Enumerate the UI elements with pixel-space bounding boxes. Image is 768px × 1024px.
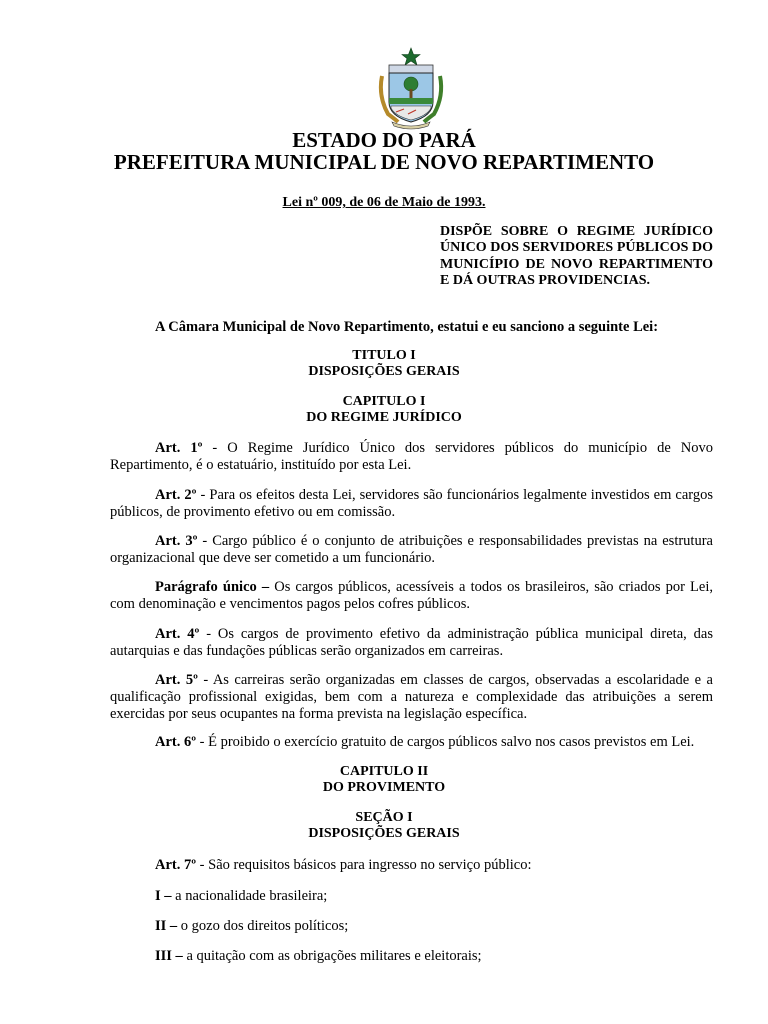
- article-label: Art. 7º: [155, 857, 197, 873]
- coat-of-arms-icon: [372, 46, 450, 130]
- titulo-subheading: DISPOSIÇÕES GERAIS: [308, 364, 460, 379]
- law-ementa: DISPÕE SOBRE O REGIME JURÍDICO ÚNICO DOS SERVIDORES PÚBLICOS DO MUNICÍPIO DE NOVO REPARTIMENTO E DÁ OUTRAS PROVIDENCIAS.: [440, 224, 713, 289]
- article-text: As carreiras serão organizadas em classes de cargos, observadas a escolaridade e a qualificação profissional exigidas, bem com a natureza e complexidade das atribuições a serem exercidas por seus ocupantes na forma prevista na legislação específica.: [110, 672, 713, 722]
- article-paragraph: [110, 734, 713, 751]
- law-reference: [0, 194, 768, 211]
- article-separator: -: [196, 857, 209, 873]
- article-paragraph: [110, 440, 713, 474]
- capitulo-heading: CAPITULO I: [342, 394, 426, 409]
- article-paragraph: [110, 857, 713, 874]
- article-text: Para os efeitos desta Lei, servidores são funcionários legalmente investidos em cargos públicos, de provimento efetivo ou em comissão.: [110, 487, 713, 520]
- capitulo-heading: CAPITULO II: [339, 764, 429, 779]
- list-item: [155, 948, 482, 965]
- article-label: Art. 2º: [155, 487, 197, 503]
- article-paragraph: [110, 487, 713, 521]
- article-separator: -: [202, 440, 228, 456]
- article-text: Cargo público é o conjunto de atribuições e responsabilidades previstas na estrutura organizacional que deve ser cometido a um funcionário.: [110, 533, 713, 566]
- list-item: [155, 918, 348, 935]
- article-separator: -: [196, 734, 209, 750]
- secao-heading: SEÇÃO I: [355, 810, 413, 825]
- law-reference-text: Lei nº 009, de 06 de Maio de 1993.: [282, 195, 486, 210]
- article-text: Os cargos de provimento efetivo da administração pública municipal direta, das autarquias e das fundações públicas serão organizados em carreiras.: [110, 626, 713, 659]
- item-label: I –: [155, 888, 172, 904]
- titulo-heading: TITULO I: [352, 348, 416, 363]
- article-text: São requisitos básicos para ingresso no serviço público:: [208, 857, 532, 873]
- article-label: Art. 5º: [155, 672, 198, 688]
- article-label: Art. 6º: [155, 734, 197, 750]
- item-text: a nacionalidade brasileira;: [171, 888, 328, 904]
- article-separator: -: [197, 533, 213, 549]
- article-label: Art. 1º: [155, 440, 203, 456]
- secao-subheading: DISPOSIÇÕES GERAIS: [308, 826, 460, 841]
- article-paragraph: [110, 626, 713, 660]
- enactment-clause: A Câmara Municipal de Novo Repartimento, estatui e eu sanciono a seguinte Lei:: [155, 319, 659, 335]
- article-label: Art. 4º: [155, 626, 200, 642]
- article-separator: -: [196, 487, 210, 503]
- state-heading: ESTADO DO PARÁ: [292, 128, 476, 152]
- item-label: III –: [155, 948, 183, 964]
- article-paragraph: [110, 533, 713, 567]
- article-separator: -: [197, 672, 213, 688]
- item-label: II –: [155, 918, 178, 934]
- article-label: Art. 3º: [155, 533, 198, 549]
- paragraph-unico: [110, 579, 713, 613]
- article-text: O Regime Jurídico Único dos servidores públicos do município de Novo Repartimento, é o estatuário, instituído por esta Lei.: [110, 440, 713, 473]
- capitulo-subheading: DO PROVIMENTO: [322, 780, 446, 795]
- article-separator: -: [199, 626, 218, 642]
- list-item: [155, 888, 327, 905]
- article-text: Os cargos públicos, acessíveis a todos os brasileiros, são criados por Lei, com denominação e vencimentos pagos pelos cofres públicos.: [110, 579, 714, 612]
- capitulo-subheading: DO REGIME JURÍDICO: [306, 410, 462, 425]
- item-text: a quitação com as obrigações militares e eleitorais;: [182, 948, 482, 964]
- article-text: É proibido o exercício gratuito de cargos públicos salvo nos casos previstos em Lei.: [208, 734, 695, 750]
- item-text: o gozo dos direitos políticos;: [177, 918, 349, 934]
- article-label: Parágrafo único –: [155, 579, 270, 595]
- article-paragraph: [110, 672, 713, 722]
- municipality-heading: PREFEITURA MUNICIPAL DE NOVO REPARTIMENTO: [113, 150, 655, 174]
